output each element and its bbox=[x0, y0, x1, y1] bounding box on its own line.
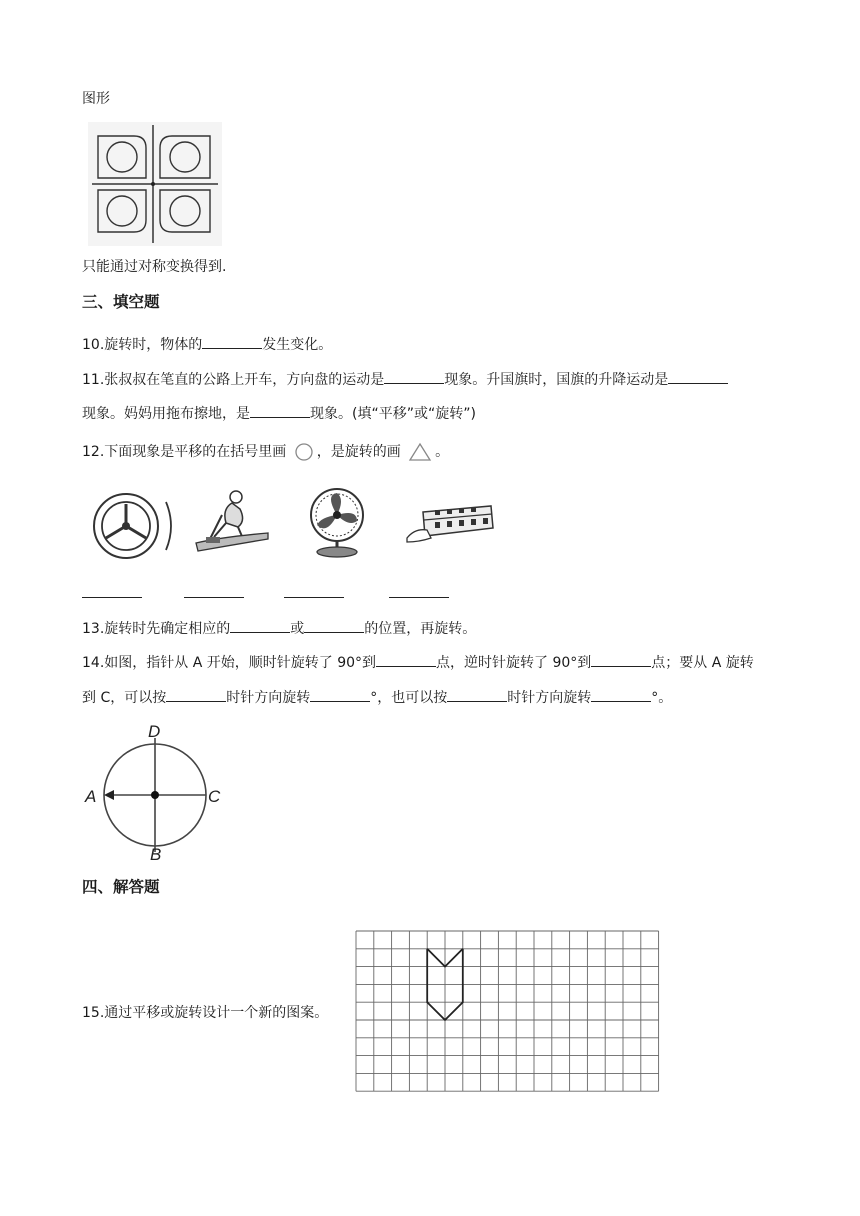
q11-line2-a: 现象。妈妈用拖布擦地，是 bbox=[82, 406, 250, 422]
answer-blank[interactable] bbox=[230, 618, 290, 633]
q12-text-b: ，是旋转的画 bbox=[316, 444, 401, 460]
q14-line2-b: 时针方向旋转 bbox=[226, 690, 311, 706]
question-13 bbox=[82, 618, 476, 639]
rotation-dial-figure bbox=[80, 720, 230, 864]
section-3-title: 三、填空题 bbox=[82, 293, 160, 311]
answer-blank[interactable] bbox=[202, 334, 262, 349]
answer-blank[interactable] bbox=[82, 583, 142, 598]
electric-fan-image bbox=[305, 485, 369, 559]
q14-line2-a: 到 C，可以按 bbox=[82, 690, 167, 706]
answer-blank[interactable] bbox=[389, 583, 449, 598]
q11-line1-b: 现象。升国旗时，国旗的升降运动是 bbox=[444, 372, 669, 388]
question-14-line-2 bbox=[82, 687, 672, 708]
answer-blank[interactable] bbox=[166, 687, 226, 702]
design-grid[interactable] bbox=[356, 931, 662, 1092]
q9-prefix: 图形 bbox=[82, 91, 110, 107]
q14-line1-a: 14.如图，指针从 A 开始，顺时针旋转了 90°到 bbox=[82, 655, 377, 671]
question-11-line-1 bbox=[82, 369, 728, 390]
dial-label-left: A bbox=[85, 787, 97, 806]
q13-text-b: 或 bbox=[290, 621, 305, 637]
question-12 bbox=[82, 442, 449, 462]
q14-line1-c: 点；要从 A 旋转 bbox=[651, 655, 754, 671]
answer-blank[interactable] bbox=[250, 403, 310, 418]
q11-line1-a: 11.张叔叔在笔直的公路上开车，方向盘的运动是 bbox=[82, 372, 385, 388]
q9-suffix: 只能通过对称变换得到. bbox=[82, 259, 227, 275]
answer-blank[interactable] bbox=[304, 618, 364, 633]
q14-line1-b: 点，逆时针旋转了 90°到 bbox=[436, 655, 592, 671]
q14-line2-d: 时针方向旋转 bbox=[507, 690, 592, 706]
q14-line2-e: °。 bbox=[651, 690, 673, 706]
q13-text-c: 的位置，再旋转。 bbox=[364, 621, 477, 637]
question-15: 15.通过平移或旋转设计一个新的图案。 bbox=[82, 1005, 329, 1021]
answer-blank[interactable] bbox=[184, 583, 244, 598]
q10-text-a: 10.旋转时，物体的 bbox=[82, 337, 203, 353]
q12-text-c: 。 bbox=[435, 444, 450, 460]
question-10 bbox=[82, 334, 332, 355]
person-mopping-image bbox=[192, 487, 272, 557]
dial-label-top: D bbox=[148, 722, 161, 741]
answer-blank[interactable] bbox=[591, 652, 651, 667]
q12-text-a: 12.下面现象是平移的在括号里画 bbox=[82, 444, 287, 460]
answer-blank[interactable] bbox=[284, 583, 344, 598]
answer-blank[interactable] bbox=[384, 369, 444, 384]
section-4-title: 四、解答题 bbox=[82, 878, 160, 896]
symmetric-circles-figure bbox=[88, 122, 222, 246]
q13-text-a: 13.旋转时先确定相应的 bbox=[82, 621, 231, 637]
answer-blank[interactable] bbox=[376, 652, 436, 667]
abacus-image bbox=[405, 498, 497, 546]
dial-label-bottom: B bbox=[150, 845, 162, 864]
question-14-line-1 bbox=[82, 652, 754, 673]
steering-wheel-image bbox=[90, 492, 180, 560]
answer-blank[interactable] bbox=[591, 687, 651, 702]
dial-label-right: C bbox=[208, 787, 221, 806]
circle-icon bbox=[291, 442, 317, 462]
question-11-line-2 bbox=[82, 403, 476, 424]
q10-text-b: 发生变化。 bbox=[262, 337, 333, 353]
q11-line2-b: 现象。(填“平移”或“旋转”) bbox=[310, 406, 476, 422]
triangle-icon bbox=[405, 442, 435, 462]
answer-blank[interactable] bbox=[310, 687, 370, 702]
q14-line2-c: °，也可以按 bbox=[370, 690, 448, 706]
answer-blank[interactable] bbox=[668, 369, 728, 384]
answer-blank[interactable] bbox=[447, 687, 507, 702]
